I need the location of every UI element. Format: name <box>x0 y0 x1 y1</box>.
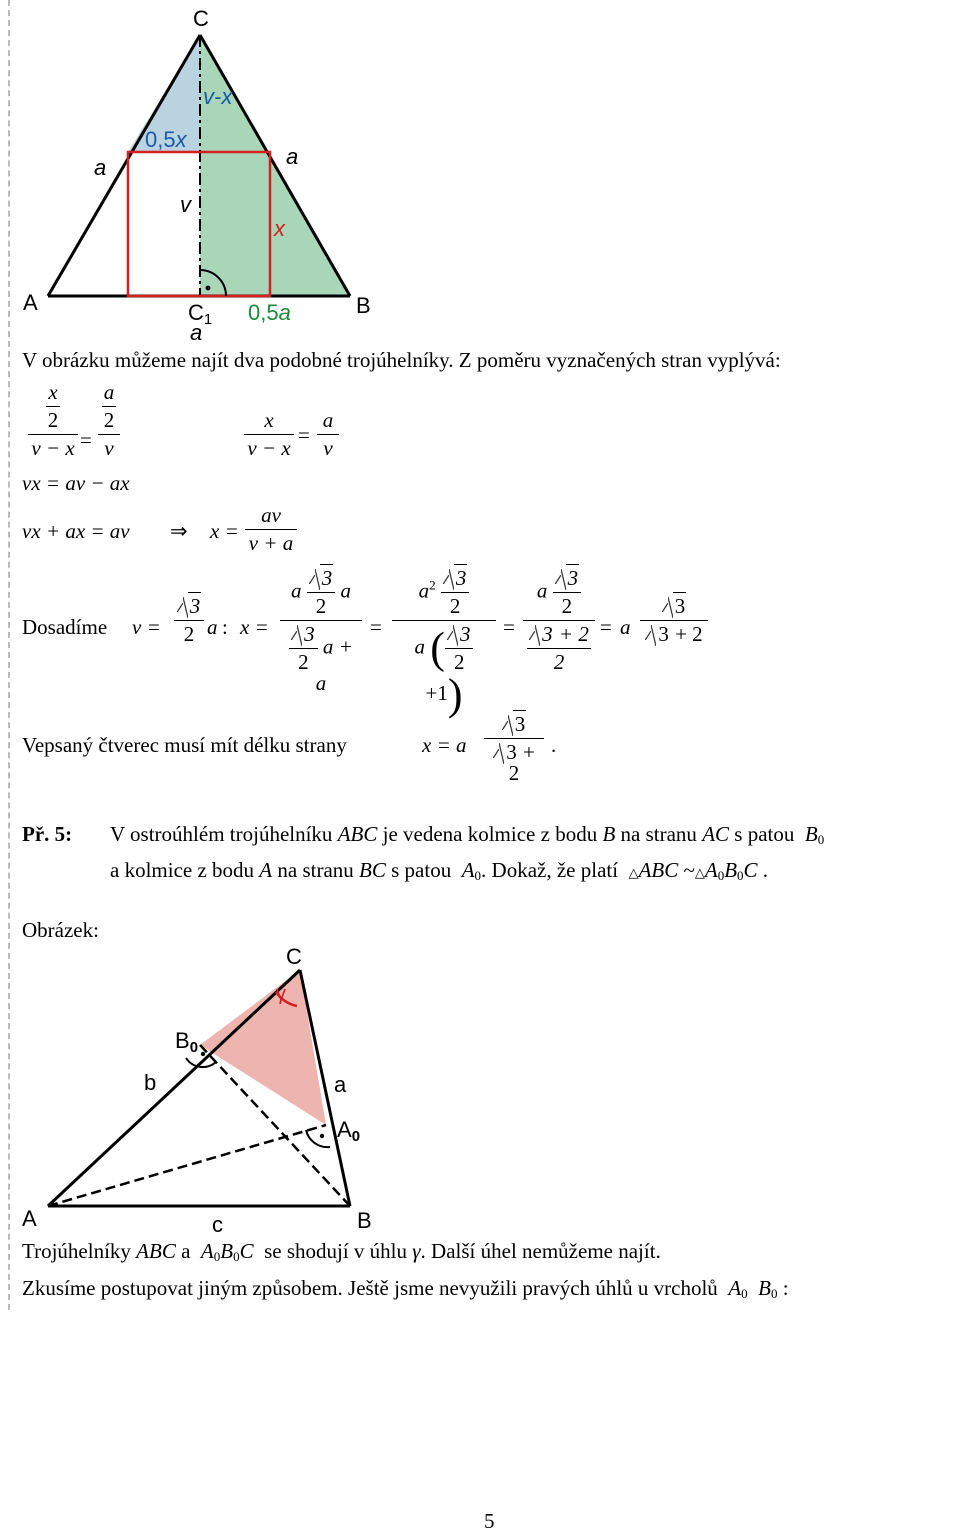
label-a-bottom: a <box>190 320 203 345</box>
right-angle-dot-B0 <box>201 1052 205 1056</box>
label-v: v <box>180 192 191 217</box>
label-b: b <box>144 1070 157 1095</box>
text-line-1: V obrázku můžeme najít dva podobné trojúhelníky. Z poměru vyznačených stran vyplývá: <box>22 348 781 372</box>
label-B: B <box>356 293 371 318</box>
label-a: a <box>334 1072 347 1097</box>
right-angle-A0 <box>306 1130 330 1147</box>
label-C2: C <box>286 944 302 969</box>
label-c: c <box>212 1212 223 1237</box>
label-C1: C1 <box>188 300 213 328</box>
label-A: A <box>23 290 38 315</box>
exercise-label: Př. 5: <box>22 822 73 846</box>
label-a-left: a <box>94 155 107 180</box>
exercise-line-2: a kolmice z bodu A na stranu BC s patou $A_0$. Dokaž, že platí △ABC $\sim\triangle A_0B_0C$ . <box>110 858 769 883</box>
figure-triangle-square <box>0 0 960 345</box>
figure-acute-triangle <box>0 940 960 1240</box>
next-approach-line: Zkusíme postupovat jiným způsobem. Ještě jsme nevyužili pravých úhlů u vrcholů $A_0$ $B_0$ : <box>22 1276 789 1301</box>
label-a-right: a <box>286 144 299 169</box>
label-half-a: 0,5a <box>248 300 291 325</box>
right-angle-dot <box>206 286 211 291</box>
page-number: 5 <box>484 1509 495 1533</box>
similarity-line: Trojúhelníky ABC a $A_0B_0C$ se shodují v úhlu γ. Další úhel nemůžeme najít. <box>22 1239 661 1264</box>
label-v-minus-x: v-x <box>203 84 233 109</box>
label-gamma: γ <box>276 983 286 1005</box>
label-A2: A <box>22 1206 37 1231</box>
label-half-x: 0,5x <box>145 127 187 152</box>
label-x: x <box>274 216 285 241</box>
label-C: C <box>193 6 209 31</box>
equation-vx: vx = av − ax <box>22 471 130 495</box>
side-left <box>48 35 200 296</box>
right-angle-dot-A0 <box>320 1134 324 1138</box>
label-B0: B0 <box>175 1028 199 1056</box>
label-B2: B <box>357 1208 372 1233</box>
label-A0: A0 <box>337 1117 361 1145</box>
obrazek-label: Obrázek: <box>22 918 99 942</box>
exercise-line-1: V ostroúhlém trojúhelníku ABC je vedena kolmice z bodu B na stranu AC s patou $B_0$ <box>110 822 825 847</box>
side-b <box>48 970 300 1206</box>
